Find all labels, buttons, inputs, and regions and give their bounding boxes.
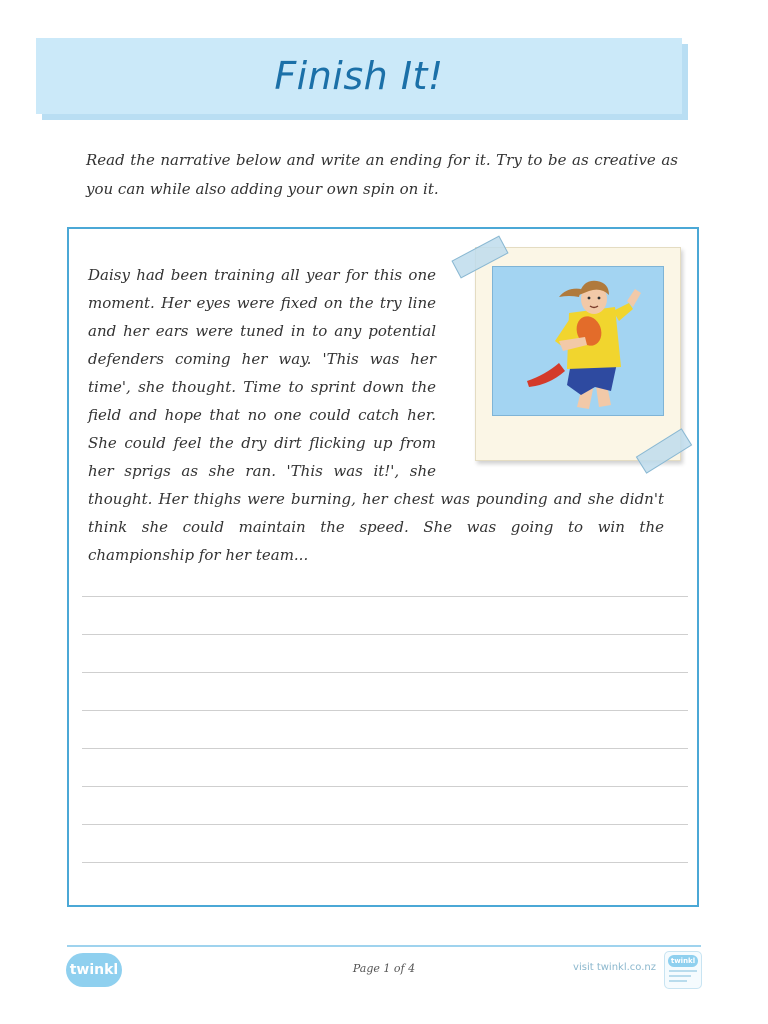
- writing-line[interactable]: [82, 748, 688, 749]
- instructions-text: Read the narrative below and write an ending for it. Try to be as creative as you can while also adding your own spin on it.: [86, 151, 678, 198]
- writing-line[interactable]: [82, 634, 688, 635]
- website-link[interactable]: visit twinkl.co.nz: [573, 962, 656, 973]
- writing-line[interactable]: [82, 824, 688, 825]
- writing-line[interactable]: [82, 786, 688, 787]
- badge-mark: [669, 980, 687, 982]
- footer-divider: [67, 945, 701, 947]
- page-number: Page 1 of 4: [352, 962, 416, 975]
- title-banner: [36, 38, 682, 114]
- story-text: Daisy had been training all year for this one moment. Her eyes were fixed on the try line and her ears were tuned in to any potential defenders coming her way. 'This was her time', she thought. Time to sprint down the field and hope that no one could catch her. She could feel the dry dirt flicking up from her sprigs as she ran. 'This was it!', she thought. Her thighs were burning, her chest was pounding and she didn't think she could maintain the speed. She was going to win the championship for her team...: [88, 266, 664, 564]
- badge-mark: [669, 970, 697, 972]
- writing-line[interactable]: [82, 862, 688, 863]
- photo-spacer: [448, 237, 674, 469]
- page-title: Finish It!: [274, 54, 444, 98]
- story-box: [67, 227, 699, 907]
- writing-line[interactable]: [82, 596, 688, 597]
- writing-line[interactable]: [82, 672, 688, 673]
- logo-text: twinkl: [69, 962, 119, 978]
- badge-label: twinkl: [668, 955, 698, 967]
- quality-badge-icon: [664, 951, 702, 989]
- story-paragraph: [88, 261, 664, 569]
- badge-mark: [669, 975, 691, 977]
- writing-line[interactable]: [82, 710, 688, 711]
